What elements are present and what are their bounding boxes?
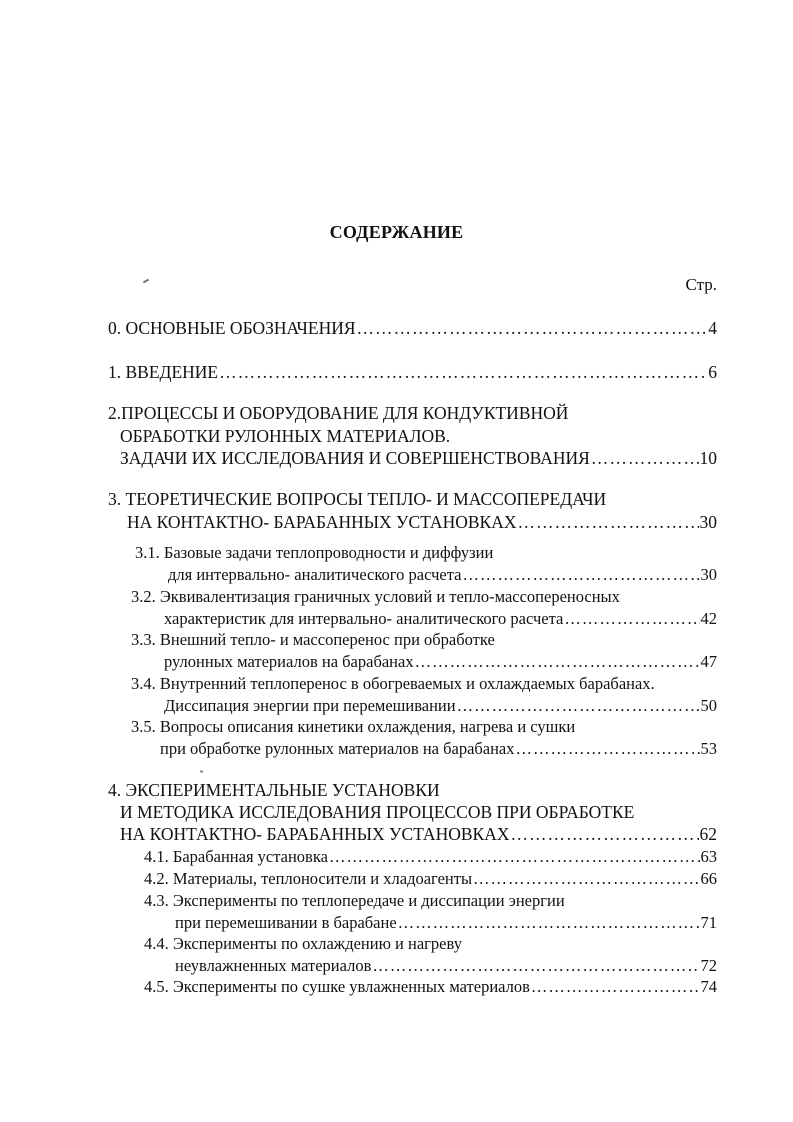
toc-page-number: 47 — [700, 652, 717, 671]
leader-dots — [398, 913, 700, 933]
toc-entry-text: неувлажненных материалов — [175, 956, 372, 975]
leader-dots — [415, 652, 700, 672]
leader-dots — [357, 318, 708, 338]
toc-entry-2-line-2: ОБРАБОТКИ РУЛОННЫХ МАТЕРИАЛОВ. — [120, 426, 451, 446]
toc-page-number: 6 — [708, 362, 717, 382]
toc-entry-text: 4.2. Материалы, теплоносители и хладоагенты — [144, 869, 473, 888]
toc-entry-text: Диссипация энергии при перемешивании — [164, 696, 456, 715]
toc-entry-3-5-line-1: 3.5. Вопросы описания кинетики охлаждения, нагрева и сушки — [131, 717, 576, 736]
toc-entry-4-5 — [144, 977, 717, 997]
toc-entry-3-3-line-1: 3.3. Внешний тепло- и массоперенос при обработке — [131, 630, 495, 649]
leader-dots — [219, 362, 707, 382]
toc-entry-4-1 — [144, 847, 717, 867]
leader-dots — [457, 696, 700, 716]
toc-entry-text: характеристик для интервально- аналитического расчета — [164, 609, 564, 628]
leader-dots — [473, 869, 699, 889]
toc-entry-3-2-line-1: 3.2. Эквивалентизация граничных условий и тепло-массопереносных — [131, 587, 620, 606]
toc-page-number: 63 — [700, 847, 717, 866]
leader-dots — [564, 609, 699, 629]
toc-entry-4-2 — [144, 869, 717, 889]
toc-entry-text: рулонных материалов на барабанах — [164, 652, 414, 671]
toc-page-number: 42 — [700, 609, 717, 628]
leader-dots — [510, 824, 698, 844]
toc-entry-text: 0. ОСНОВНЫЕ ОБОЗНАЧЕНИЯ — [108, 318, 356, 338]
toc-entry-3-1-line-1: 3.1. Базовые задачи теплопроводности и диффузии — [135, 543, 494, 562]
toc-entry-3-line-1: 3. ТЕОРЕТИЧЕСКИЕ ВОПРОСЫ ТЕПЛО- И МАССОПЕРЕДАЧИ — [108, 489, 607, 509]
toc-entry-text: НА КОНТАКТНО- БАРАБАННЫХ УСТАНОВКАХ — [127, 512, 517, 532]
toc-entry-4-4 — [175, 956, 717, 976]
toc-entry-3 — [127, 512, 717, 532]
toc-entry-3-4 — [164, 696, 717, 716]
toc-page-number: 30 — [699, 512, 717, 532]
toc-page-number: 4 — [708, 318, 717, 338]
toc-entry-1 — [108, 362, 717, 382]
toc-entry-text: ЗАДАЧИ ИХ ИССЛЕДОВАНИЯ И СОВЕРШЕНСТВОВАНИЯ — [120, 448, 590, 468]
toc-entry-text: для интервально- аналитического расчета — [168, 565, 462, 584]
page-column-label: Стр. — [685, 275, 717, 294]
toc-page-number: 10 — [699, 448, 717, 468]
toc-entry-text: при перемешивании в барабане — [175, 913, 397, 932]
toc-page-number: 71 — [700, 913, 717, 932]
leader-dots — [517, 512, 698, 532]
leader-dots — [531, 977, 700, 997]
toc-page-number: 72 — [700, 956, 717, 975]
toc-entry-text: 4.1. Барабанная установка — [144, 847, 328, 866]
leader-dots — [591, 448, 699, 468]
toc-entry-4-3 — [175, 913, 717, 933]
toc-entry-3-1 — [168, 565, 717, 585]
toc-entry-3-3 — [164, 652, 717, 672]
leader-dots — [516, 739, 700, 759]
toc-entry-text: 4.5. Эксперименты по сушке увлажненных материалов — [144, 977, 530, 996]
toc-entry-4-line-1: 4. ЭКСПЕРИМЕНТАЛЬНЫЕ УСТАНОВКИ — [108, 780, 440, 800]
toc-entry-text: 1. ВВЕДЕНИЕ — [108, 362, 219, 382]
toc-entry-2-line-1: 2.ПРОЦЕССЫ И ОБОРУДОВАНИЕ ДЛЯ КОНДУКТИВНОЙ — [108, 403, 569, 423]
toc-page-number: 66 — [700, 869, 717, 888]
toc-entry-3-2 — [164, 609, 717, 629]
scan-mark — [143, 279, 149, 284]
toc-entry-3-5 — [160, 739, 717, 759]
toc-page-number: 50 — [700, 696, 717, 715]
toc-entry-text: НА КОНТАКТНО- БАРАБАННЫХ УСТАНОВКАХ — [120, 824, 510, 844]
toc-entry-4-4-line-1: 4.4. Эксперименты по охлаждению и нагреву — [144, 934, 462, 953]
toc-page-number: 53 — [700, 739, 717, 758]
toc-entry-text: при обработке рулонных материалов на барабанах — [160, 739, 515, 758]
scan-speck — [200, 770, 203, 773]
toc-page-number: 74 — [700, 977, 717, 996]
toc-entry-4-line-2: И МЕТОДИКА ИССЛЕДОВАНИЯ ПРОЦЕССОВ ПРИ ОБРАБОТКЕ — [120, 802, 635, 822]
toc-entry-4-3-line-1: 4.3. Эксперименты по теплопередаче и диссипации энергии — [144, 891, 565, 910]
toc-page-number: 62 — [699, 824, 717, 844]
leader-dots — [329, 847, 700, 867]
toc-entry-2 — [120, 448, 717, 468]
leader-dots — [462, 565, 699, 585]
toc-page-number: 30 — [700, 565, 717, 584]
leader-dots — [372, 956, 699, 976]
toc-entry-4 — [120, 824, 717, 844]
toc-entry-3-4-line-1: 3.4. Внутренний теплоперенос в обогреваемых и охлаждаемых барабанах. — [131, 674, 655, 693]
toc-entry-0 — [108, 318, 717, 338]
page-title: СОДЕРЖАНИЕ — [329, 222, 464, 242]
